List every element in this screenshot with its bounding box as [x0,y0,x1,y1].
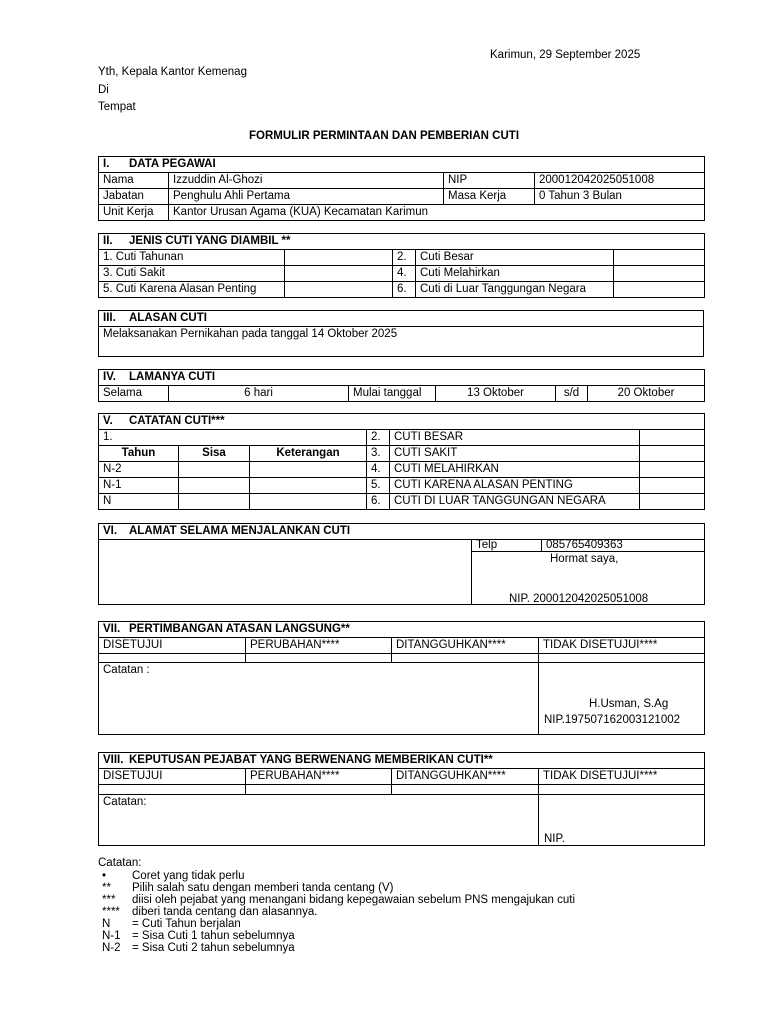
note-key: N-2 [102,942,121,954]
tahun-header: Tahun [99,446,179,462]
cuti-luar-tanggungan-label: Cuti di Luar Tanggungan Negara [416,282,614,298]
note-text: Pilih salah satu dengan memberi tanda centang (V) [132,882,394,894]
alamat-value[interactable] [99,540,472,605]
telp-label: Telp [472,540,542,552]
section-alasan-cuti [98,310,704,357]
nama-label: Nama [99,173,169,189]
option-perubahan: PERUBAHAN**** [246,638,392,654]
section-number: II. [103,235,113,247]
note-item [102,870,575,882]
section-header [99,753,705,769]
addressee-line-1: Yth, Kepala Kantor Kemenag [98,66,247,78]
section-header [99,414,705,430]
atasan-signature-box [539,663,705,735]
sisa-n[interactable] [179,494,250,510]
section-header [99,234,705,250]
cuti-luar-tanggungan-check[interactable] [614,282,705,298]
section-title: LAMANYA CUTI [129,371,216,383]
atasan-name: H.Usman, S.Ag [589,698,669,710]
row-number: 4. [367,462,390,478]
note-text: = Sisa Cuti 2 tahun sebelumnya [132,942,295,954]
keterangan-n-2[interactable] [250,462,367,478]
cuti-besar-number: 2. [393,250,416,266]
cuti-alasan-penting-check[interactable] [285,282,393,298]
unit-kerja-label: Unit Kerja [99,205,169,221]
section-number: VII. [103,623,121,635]
sisa-header: Sisa [179,446,250,462]
section-title: CATATAN CUTI*** [129,415,225,427]
perubahan-check[interactable] [246,785,392,795]
section-alamat-cuti [98,523,705,605]
cuti-luar-tanggungan-number: 6. [393,282,416,298]
ditangguhkan-check[interactable] [392,785,539,795]
section-title: KEPUTUSAN PEJABAT YANG BERWENANG MEMBERIKAN CUTI** [129,754,493,766]
catatan-cuti-sakit: CUTI SAKIT [390,446,640,462]
masa-kerja-value[interactable]: 0 Tahun 3 Bulan [535,189,705,205]
section-header [99,622,705,638]
catatan-cuti-melahirkan-value[interactable] [640,462,705,478]
cuti-tahunan-check[interactable] [285,250,393,266]
option-tidak-disetujui: TIDAK DISETUJUI**** [539,769,705,785]
section-title: JENIS CUTI YANG DIAMBIL ** [129,235,291,247]
note-text: diberi tanda centang dan alasannya. [132,906,318,918]
form-title: FORMULIR PERMINTAAN DAN PEMBERIAN CUTI [248,130,520,142]
mulai-tanggal-label: Mulai tanggal [349,386,436,402]
cuti-melahirkan-check[interactable] [614,266,705,282]
row-number: 6. [367,494,390,510]
note-key: N-1 [102,930,121,942]
hormat-saya: Hormat saya, [550,553,619,565]
jabatan-value[interactable]: Penghulu Ahli Pertama [169,189,444,205]
alasan-cuti-text[interactable]: Melaksanakan Pernikahan pada tanggal 14 Oktober 2025 [99,327,704,357]
note-item [102,882,575,894]
masa-kerja-label: Masa Kerja [444,189,535,205]
section-keputusan-pejabat [98,752,705,846]
section-jenis-cuti [98,233,705,298]
mulai-tanggal-value[interactable]: 13 Oktober [436,386,556,402]
note-key: N [102,918,111,930]
catatan-cuti-sakit-value[interactable] [640,446,705,462]
section-number: I. [103,158,110,170]
section-header [99,524,705,540]
tahun-n-2: N-2 [99,462,179,478]
catatan-pejabat[interactable]: Catatan: [99,795,539,846]
note-item [102,930,575,942]
sampai-dengan-label: s/d [556,386,588,402]
catatan-cuti-alasan-penting-value[interactable] [640,478,705,494]
note-item [102,918,575,930]
note-text: = Cuti Tahun berjalan [132,918,241,930]
catatan-cuti-besar-value[interactable] [640,430,705,446]
place-date: Karimun, 29 September 2025 [490,49,641,61]
cuti-melahirkan-label: Cuti Melahirkan [416,266,614,282]
cuti-sakit-check[interactable] [285,266,393,282]
section-number: VIII. [103,754,124,766]
unit-kerja-value[interactable]: Kantor Urusan Agama (KUA) Kecamatan Karimun [169,205,705,221]
ditangguhkan-check[interactable] [392,654,539,663]
sisa-n-1[interactable] [179,478,250,494]
section-title: ALAMAT SELAMA MENJALANKAN CUTI [129,525,351,537]
section-number: VI. [103,525,118,537]
perubahan-check[interactable] [246,654,392,663]
tahun-n-1: N-1 [99,478,179,494]
sisa-n-2[interactable] [179,462,250,478]
signature-nip: NIP. 200012042025051008 [509,593,649,605]
section-number: III. [103,312,116,324]
sampai-tanggal-value[interactable]: 20 Oktober [588,386,705,402]
signature-box [472,552,705,605]
note-key: • [102,870,107,882]
note-item [102,894,575,906]
row-number: 3. [367,446,390,462]
cuti-alasan-penting-label: 5. Cuti Karena Alasan Penting [99,282,285,298]
pejabat-nip: NIP. [544,833,565,845]
selama-label: Selama [99,386,169,402]
row-number: 5. [367,478,390,494]
cuti-tahunan-label: 1. Cuti Tahunan [99,250,285,266]
keterangan-header: Keterangan [250,446,367,462]
keterangan-n-1[interactable] [250,478,367,494]
section-title: DATA PEGAWAI [129,158,216,170]
atasan-nip: NIP.197507162003121002 [544,714,681,726]
keterangan-n[interactable] [250,494,367,510]
tahun-n: N [99,494,179,510]
tidak-disetujui-check[interactable] [539,785,705,795]
nip-label: NIP [444,173,535,189]
note-item [102,942,575,954]
section-header [99,157,705,173]
option-perubahan: PERUBAHAN**** [246,769,392,785]
disetujui-check[interactable] [99,654,246,663]
note-text: = Sisa Cuti 1 tahun sebelumnya [132,930,295,942]
disetujui-check[interactable] [99,785,246,795]
addressee-line-3: Tempat [98,101,136,113]
section-number: IV. [103,371,117,383]
section-number: V. [103,415,113,427]
option-ditangguhkan: DITANGGUHKAN**** [392,638,539,654]
note-item [102,906,575,918]
cuti-sakit-label: 3. Cuti Sakit [99,266,285,282]
catatan-atasan[interactable]: Catatan : [99,663,539,735]
tidak-disetujui-check[interactable] [539,654,705,663]
option-disetujui: DISETUJUI [99,769,246,785]
option-tidak-disetujui: TIDAK DISETUJUI**** [539,638,705,654]
section-title: ALASAN CUTI [129,312,207,324]
row-number: 2. [367,430,390,446]
note-key: *** [102,894,116,906]
section-header [99,370,705,386]
catatan-cuti-luar-tanggungan: CUTI DI LUAR TANGGUNGAN NEGARA [390,494,640,510]
addressee-line-2: Di [98,84,109,96]
note-text: diisi oleh pejabat yang menangani bidang kepegawaian sebelum PNS mengajukan cuti [132,894,576,906]
section-pertimbangan-atasan [98,621,705,735]
jabatan-label: Jabatan [99,189,169,205]
option-ditangguhkan: DITANGGUHKAN**** [392,769,539,785]
section-catatan-cuti [98,413,705,510]
telp-value[interactable]: 085765409363 [542,540,705,552]
catatan-cuti-besar: CUTI BESAR [390,430,640,446]
cuti-tahunan-number: 1. [99,430,367,446]
section-header [99,311,704,327]
nama-value[interactable]: Izzuddin Al-Ghozi [169,173,444,189]
section-data-pegawai [98,156,705,221]
cuti-besar-label: Cuti Besar [416,250,614,266]
cuti-melahirkan-number: 4. [393,266,416,282]
catatan-cuti-melahirkan: CUTI MELAHIRKAN [390,462,640,478]
pejabat-signature-box [539,795,705,846]
note-key: ** [102,882,111,894]
catatan-cuti-luar-tanggungan-value[interactable] [640,494,705,510]
section-lamanya-cuti [98,369,705,402]
option-disetujui: DISETUJUI [99,638,246,654]
note-key: **** [102,906,120,918]
notes-title: Catatan: [98,857,142,869]
selama-value[interactable]: 6 hari [169,386,349,402]
notes-list [102,870,575,954]
catatan-cuti-alasan-penting: CUTI KARENA ALASAN PENTING [390,478,640,494]
section-title: PERTIMBANGAN ATASAN LANGSUNG** [129,623,350,635]
nip-value[interactable]: 200012042025051008 [535,173,705,189]
note-text: Coret yang tidak perlu [132,870,245,882]
cuti-besar-check[interactable] [614,250,705,266]
